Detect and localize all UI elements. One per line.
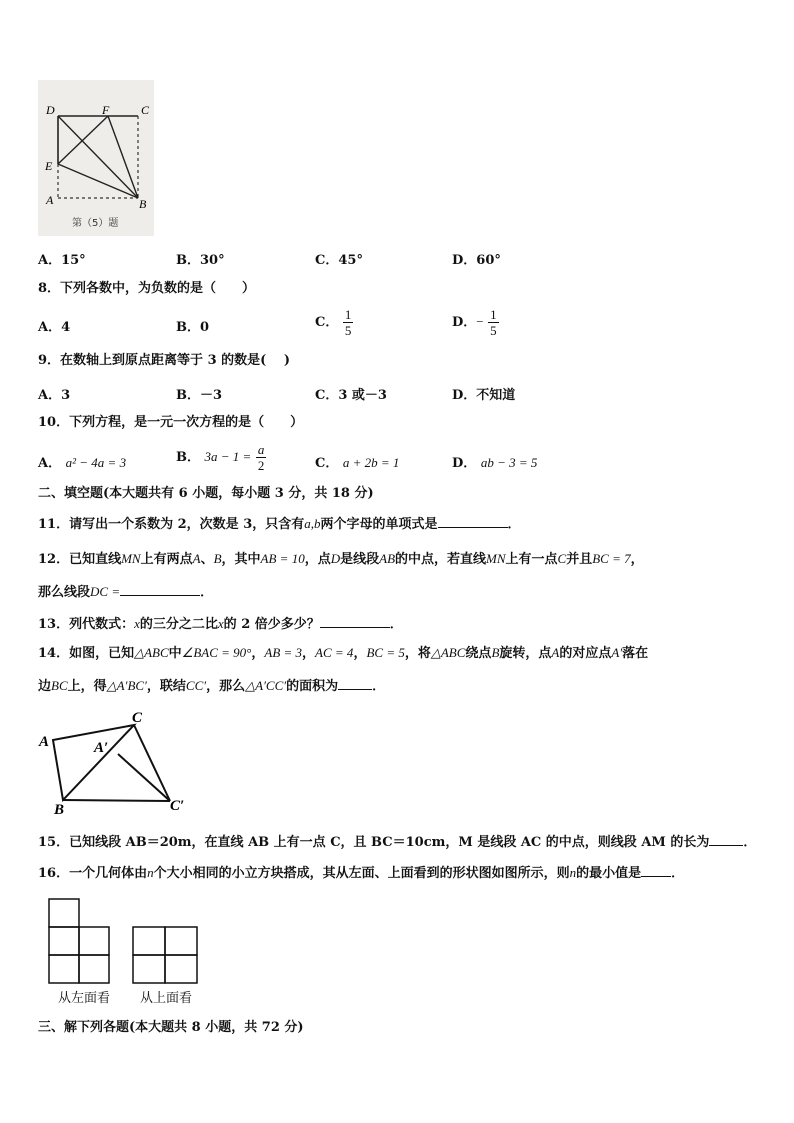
q7-option-c[interactable]: C．45° xyxy=(315,253,363,268)
label-B: B xyxy=(139,197,147,211)
q10-option-d[interactable]: D． ab − 3 = 5 xyxy=(452,455,538,471)
q8-option-a[interactable]: A．4 xyxy=(38,320,71,335)
q14-line-2: 边BC上，得△A′BC′，联结CC′，那么△A′CC′的面积为 ． xyxy=(38,678,386,694)
views-diagram xyxy=(44,896,214,986)
q12-answer-blank[interactable] xyxy=(120,582,200,596)
q13-answer-blank[interactable] xyxy=(320,614,390,628)
q16-answer-blank[interactable] xyxy=(641,863,671,877)
q9-option-d[interactable]: D．不知道 xyxy=(452,388,516,403)
left-view-grid xyxy=(49,899,109,983)
q7-option-d[interactable]: D．60° xyxy=(452,253,501,268)
q14-answer-blank[interactable] xyxy=(338,676,372,690)
top-view-grid xyxy=(133,927,197,983)
label-C: C xyxy=(141,103,150,117)
rotation-diagram xyxy=(36,708,196,818)
q16: 16．一个几何体由n个大小相同的小立方块搭成，其从左面、上面看到的形状图如图所示，则n的最小值是 ． xyxy=(38,865,685,881)
q15: 15．已知线段 AB＝20m，在直线 AB 上有一点 C，且 BC＝10cm，M 是线段 AC 的中点，则线段 AM 的长为 ． xyxy=(38,832,756,852)
q7-option-a[interactable]: A．15° xyxy=(38,253,86,268)
q8-option-b[interactable]: B．0 xyxy=(176,320,210,335)
q8-stem: 8．下列各数中，为负数的是（ ） xyxy=(38,281,256,296)
q10-option-a[interactable]: A． a² − 4a = 3 xyxy=(38,455,127,471)
section-2-heading: 二、填空题(本大题共有 6 小题，每小题 3 分，共 18 分) xyxy=(38,486,374,501)
square-diagram xyxy=(38,80,154,236)
q11-answer-blank[interactable] xyxy=(438,514,508,528)
label-F: F xyxy=(102,103,110,117)
q10-stem: 10．下列方程，是一元一次方程的是（ ） xyxy=(38,415,304,430)
label-E: E xyxy=(45,159,53,173)
label-A: A xyxy=(39,734,50,750)
q12-line-2: 那么线段DC = ． xyxy=(38,584,214,600)
q13: 13．列代数式：x的三分之二比x的 2 倍少多少？ ． xyxy=(38,616,403,632)
figure-problem-14 xyxy=(36,708,196,818)
q10-option-b[interactable]: B． 3a − 1 = $\frac{a}{2}$ xyxy=(176,442,265,473)
figure-problem-16 xyxy=(44,896,214,1008)
q9-option-a[interactable]: A．3 xyxy=(38,388,71,403)
fraction-one-fifth: $\frac{1}{5}$ xyxy=(344,307,352,338)
fraction-negative-one-fifth: $\frac{1}{5}$ xyxy=(490,307,497,338)
q14-line-1: 14．如图，已知△ABC中∠BAC = 90°，AB = 3，AC = 4，BC = 5，将△ABC绕点B旋转，点A的对应点A′落在 xyxy=(38,645,649,661)
q9-stem: 9．在数轴上到原点距离等于 3 的数是( ) xyxy=(38,353,290,368)
q12-line-1: 12．已知直线MN上有两点A、B，其中AB = 10，点D是线段AB的中点，若直线MN上有一点C并且BC = 7， xyxy=(38,551,644,567)
q9-option-c[interactable]: C．3 或－3 xyxy=(315,388,387,403)
label-C: C xyxy=(132,710,143,726)
figure-problem-5 xyxy=(38,80,154,236)
q8-option-c[interactable]: C． $\frac{1}{5}$ xyxy=(315,307,352,338)
fraction-a-over-2: $\frac{a}{2}$ xyxy=(257,442,265,473)
top-view-caption: 从上面看 xyxy=(140,991,193,1006)
q8-option-d[interactable]: D．− $\frac{1}{5}$ xyxy=(452,307,497,338)
label-B: B xyxy=(54,802,65,818)
q15-answer-blank[interactable] xyxy=(709,832,743,846)
label-C-prime: C′ xyxy=(170,798,185,814)
figure-caption: 第（5）题 xyxy=(72,218,119,229)
label-A-prime: A′ xyxy=(94,740,109,756)
left-view-caption: 从左面看 xyxy=(58,991,111,1006)
q9-option-b[interactable]: B．－3 xyxy=(176,388,223,403)
section-3-heading: 三、解下列各题(本大题共 8 小题，共 72 分) xyxy=(38,1020,304,1035)
q10-option-c[interactable]: C． a + 2b = 1 xyxy=(315,455,400,471)
label-D: D xyxy=(46,103,55,117)
q7-option-b[interactable]: B．30° xyxy=(176,253,225,268)
q11: 11．请写出一个系数为 2，次数是 3，只含有a,b两个字母的单项式是 ． xyxy=(38,516,521,532)
label-A: A xyxy=(46,193,54,207)
